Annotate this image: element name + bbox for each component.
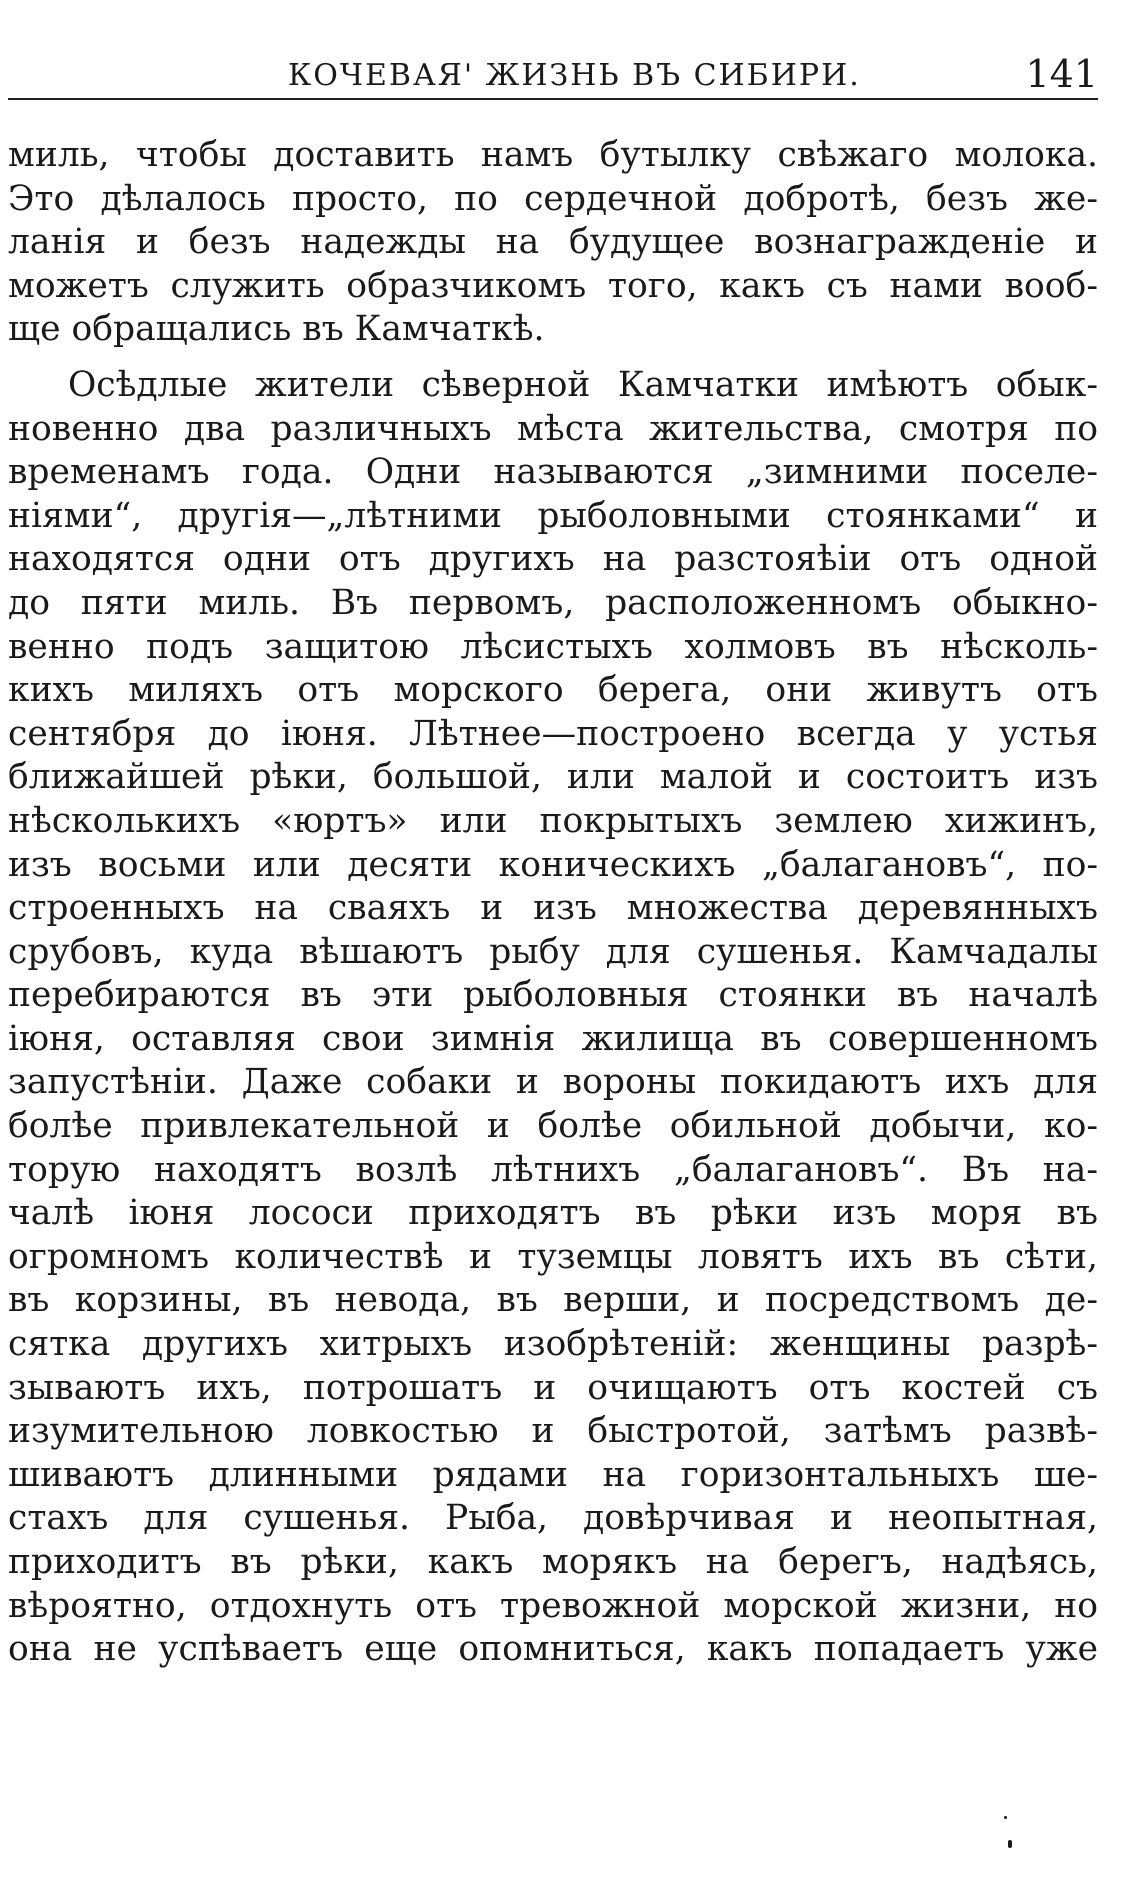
text-line: ніями“, другія—„лѣтними рыболовными стоянками“ и [8,495,1098,536]
text-line: болѣе привлекательной и болѣе обильной добычи, ко- [8,1106,1098,1147]
text-line: ближайшей рѣки, большой, или малой и состоитъ изъ [8,757,1098,798]
header-rule [8,98,1098,100]
text-line: венно подъ защитою лѣсистыхъ холмовъ въ нѣсколь- [8,626,1098,667]
text-line: вѣроятно, отдохнуть отъ тревожной морской жизни, но [8,1585,1098,1626]
text-line: изумительною ловкостью и быстротой, затѣмъ развѣ- [8,1411,1098,1452]
page-number: 141 [1025,52,1098,96]
text-line: кихъ миляхъ отъ морского берега, они живутъ отъ [8,670,1098,711]
text-line: перебираются въ эти рыболовныя стоянки въ началѣ [8,975,1098,1016]
print-speck [1004,1816,1007,1819]
text-line: ланія и безъ надежды на будущее вознагражденіе и [8,222,1098,263]
text-line: Осѣдлые жители сѣверной Камчатки имѣютъ обык- [68,364,1098,405]
text-line: она не успѣваетъ еще опомниться, какъ попадаетъ уже [8,1629,1098,1670]
text-line: зываютъ ихъ, потрошатъ и очищаютъ отъ костей съ [8,1367,1098,1408]
paragraph [8,364,1098,1672]
text-line: срубовъ, куда вѣшаютъ рыбу для сушенья. Камчадалы [8,931,1098,972]
text-line: изъ восьми или десяти коническихъ „балагановъ“, по- [8,844,1098,885]
running-head [8,54,1098,100]
body-text [8,134,1098,1672]
text-line: сятка другихъ хитрыхъ изобрѣтеній: женщины разрѣ- [8,1324,1098,1365]
text-line: находятся одни отъ другихъ на разстояѣіи отъ одной [8,539,1098,580]
paragraph [8,134,1098,352]
text-line: чалѣ іюня лососи приходятъ въ рѣки изъ моря въ [8,1193,1098,1234]
text-line: новенно два различныхъ мѣста жительства, смотря по [8,408,1098,449]
text-line: до пяти миль. Въ первомъ, расположенномъ обыкно- [8,582,1098,623]
text-line: запустѣніи. Даже собаки и вороны покидаютъ ихъ для [8,1062,1098,1103]
text-line: миль, чтобы доставить намъ бутылку свѣжаго молока. [8,135,1098,175]
text-line: временамъ года. Одни называются „зимними поселе- [8,452,1098,493]
print-speck [1008,1840,1012,1848]
text-line: можетъ служить образчикомъ того, какъ съ нами вооб- [8,265,1098,306]
text-line: огромномъ количествѣ и туземцы ловятъ ихъ въ сѣти, [8,1236,1098,1277]
running-title: КОЧЕВАЯ' ЖИЗНЬ ВЪ СИБИРИ. [288,58,861,93]
text-line: торую находятъ возлѣ лѣтнихъ „балагановъ“. Въ на- [8,1149,1098,1190]
text-line: приходитъ въ рѣки, какъ морякъ на берегъ, надѣясь, [8,1542,1098,1582]
text-line: Это дѣлалось просто, по сердечной добротѣ, безъ же- [8,178,1098,219]
text-line: стахъ для сушенья. Рыба, довѣрчивая и неопытная, [8,1498,1098,1539]
text-line: сентября до іюня. Лѣтнее—построено всегда у устья [8,713,1098,754]
text-line: строенныхъ на сваяхъ и изъ множества деревянныхъ [8,888,1098,929]
text-line: ще обращались въ Камчаткѣ. [8,309,545,350]
text-line: шиваютъ длинными рядами на горизонтальныхъ ше- [8,1454,1098,1495]
text-line: іюня, оставляя свои зимнія жилища въ совершенномъ [8,1018,1098,1059]
text-line: нѣсколькихъ «юртъ» или покрытыхъ землею хижинъ, [8,800,1098,841]
paragraph-gap [8,352,1098,364]
book-page [8,0,1098,1880]
text-line: въ корзины, въ невода, въ верши, и посредствомъ де- [8,1280,1098,1321]
